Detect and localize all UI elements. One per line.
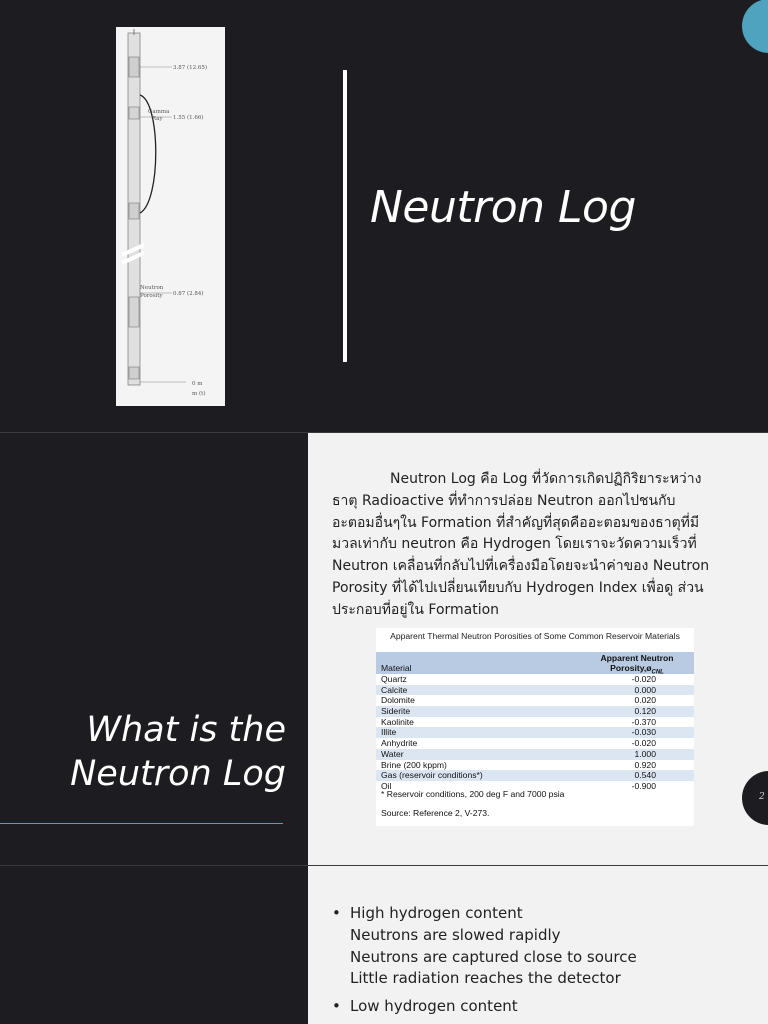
table-row bbox=[376, 685, 694, 696]
material-cell: Quartz bbox=[381, 674, 407, 684]
material-cell: Anhydrite bbox=[381, 738, 418, 749]
table-row bbox=[376, 770, 694, 781]
material-cell: Water bbox=[381, 748, 404, 759]
material-cell: Oil bbox=[381, 780, 392, 791]
bullet-line: Neutrons are slowed rapidly bbox=[350, 925, 561, 944]
slide-3-title-panel[interactable] bbox=[0, 866, 308, 1024]
table-row bbox=[376, 727, 694, 738]
svg-text:Porosity: Porosity bbox=[140, 293, 163, 299]
porosity-cell: 1.000 bbox=[634, 748, 656, 759]
table-body bbox=[376, 674, 694, 792]
page-number: 2 bbox=[759, 792, 765, 802]
body-text: Neutron Log คือ Log ที่วัดการเกิดปฏิกิริยาระหว่าง ธาตุ Radioactive ที่ทำการปล่อย Neutron ออกไปชนกับ อะตอมอื่นๆใน Formation ที่สำคัญที่สุดคืออะตอมของธาตุที่มี มวลเท่ากับ neutron คือ Hydrogen โดยเราจะวัดความเร็วที่ Neutron เคลื่อนที่กลับไปที่เครื่องมือโดยจะนำค่าของ Neutron Porosity ที่ได้ไปเปลี่ยนเทียบกับ Hydrogen Index เพื่อดู ส่วนประกอบที่อยู่ใน Formation bbox=[332, 471, 710, 618]
slide-3-content-panel[interactable] bbox=[308, 866, 768, 1024]
slide-2-title bbox=[70, 708, 286, 796]
bullet-list bbox=[330, 903, 750, 1024]
porosity-cell: 0.020 bbox=[634, 695, 656, 706]
header-porosity-line2: Porosity,ø bbox=[610, 663, 652, 673]
porosity-cell: 0.540 bbox=[634, 770, 656, 781]
material-cell: Illite bbox=[381, 727, 397, 738]
svg-text:Neutron: Neutron bbox=[140, 285, 164, 291]
table-row bbox=[376, 749, 694, 760]
neutron-tool-diagram bbox=[116, 27, 225, 406]
bullet-line: Neutrons are captured close to source bbox=[350, 947, 637, 966]
porosity-cell: 0.000 bbox=[634, 684, 656, 695]
bullet-line: High hydrogen content bbox=[350, 904, 523, 922]
table-header bbox=[376, 652, 694, 674]
svg-text:Gamma: Gamma bbox=[148, 109, 170, 115]
bullet-line: Low hydrogen content bbox=[350, 997, 518, 1016]
material-cell: Brine (200 kppm) bbox=[381, 759, 447, 770]
slide-2-title-line1: What is the bbox=[86, 710, 286, 750]
bullet-dot-icon: • bbox=[332, 997, 341, 1016]
title-underline bbox=[0, 823, 283, 824]
bullet-item bbox=[330, 903, 750, 990]
porosity-cell: -0.900 bbox=[631, 780, 656, 791]
table-row bbox=[376, 717, 694, 728]
header-porosity-line1: Apparent Neutron bbox=[600, 653, 674, 663]
bullet-item bbox=[330, 996, 750, 1018]
slide-2-title-line2: Neutron Log bbox=[70, 754, 286, 794]
porosity-cell: -0.020 bbox=[631, 738, 656, 749]
bullet-dot-icon: • bbox=[332, 904, 341, 922]
porosity-table bbox=[376, 628, 694, 826]
dim-top-label: 3.87 (12.65) bbox=[173, 65, 208, 71]
bottom-label-a: 0 m bbox=[192, 381, 203, 387]
header-material: Material bbox=[381, 663, 412, 673]
table-row bbox=[376, 674, 694, 685]
svg-text:Ray: Ray bbox=[152, 116, 163, 122]
slide-2-title-panel[interactable] bbox=[0, 433, 308, 865]
slide-2-content-panel[interactable] bbox=[308, 433, 768, 865]
porosity-cell: -0.370 bbox=[631, 716, 656, 727]
header-porosity-sub: CNL bbox=[651, 669, 664, 676]
table-source: Source: Reference 2, V-273. bbox=[381, 808, 490, 818]
dim-gamma-label: 1.55 (1.66) bbox=[173, 115, 204, 121]
porosity-cell: 0.920 bbox=[634, 759, 656, 770]
slide-1[interactable] bbox=[0, 0, 768, 432]
bullet-line: Little radiation reaches the detector bbox=[350, 969, 621, 988]
table-row bbox=[376, 706, 694, 717]
table-note: * Reservoir conditions, 200 deg F and 7000 psia bbox=[381, 789, 565, 799]
table-row bbox=[376, 760, 694, 771]
table-row bbox=[376, 738, 694, 749]
material-cell: Siderite bbox=[381, 706, 411, 717]
porosity-cell: -0.020 bbox=[631, 674, 656, 684]
material-cell: Kaolinite bbox=[381, 716, 414, 727]
slide-1-title: Neutron Log bbox=[370, 182, 636, 233]
material-cell: Dolomite bbox=[381, 695, 415, 706]
accent-circle bbox=[742, 0, 768, 53]
title-divider bbox=[343, 70, 347, 362]
table-title: Apparent Thermal Neutron Porosities of Some Common Reservoir Materials bbox=[390, 631, 680, 641]
bottom-label-b: m (t) bbox=[192, 391, 206, 397]
table-row bbox=[376, 695, 694, 706]
material-cell: Calcite bbox=[381, 684, 408, 695]
material-cell: Gas (reservoir conditions*) bbox=[381, 770, 483, 781]
porosity-cell: 0.120 bbox=[634, 706, 656, 717]
body-paragraph bbox=[332, 469, 712, 622]
dim-neutron-label: 0.87 (2.84) bbox=[173, 291, 204, 297]
porosity-cell: -0.030 bbox=[631, 727, 656, 738]
